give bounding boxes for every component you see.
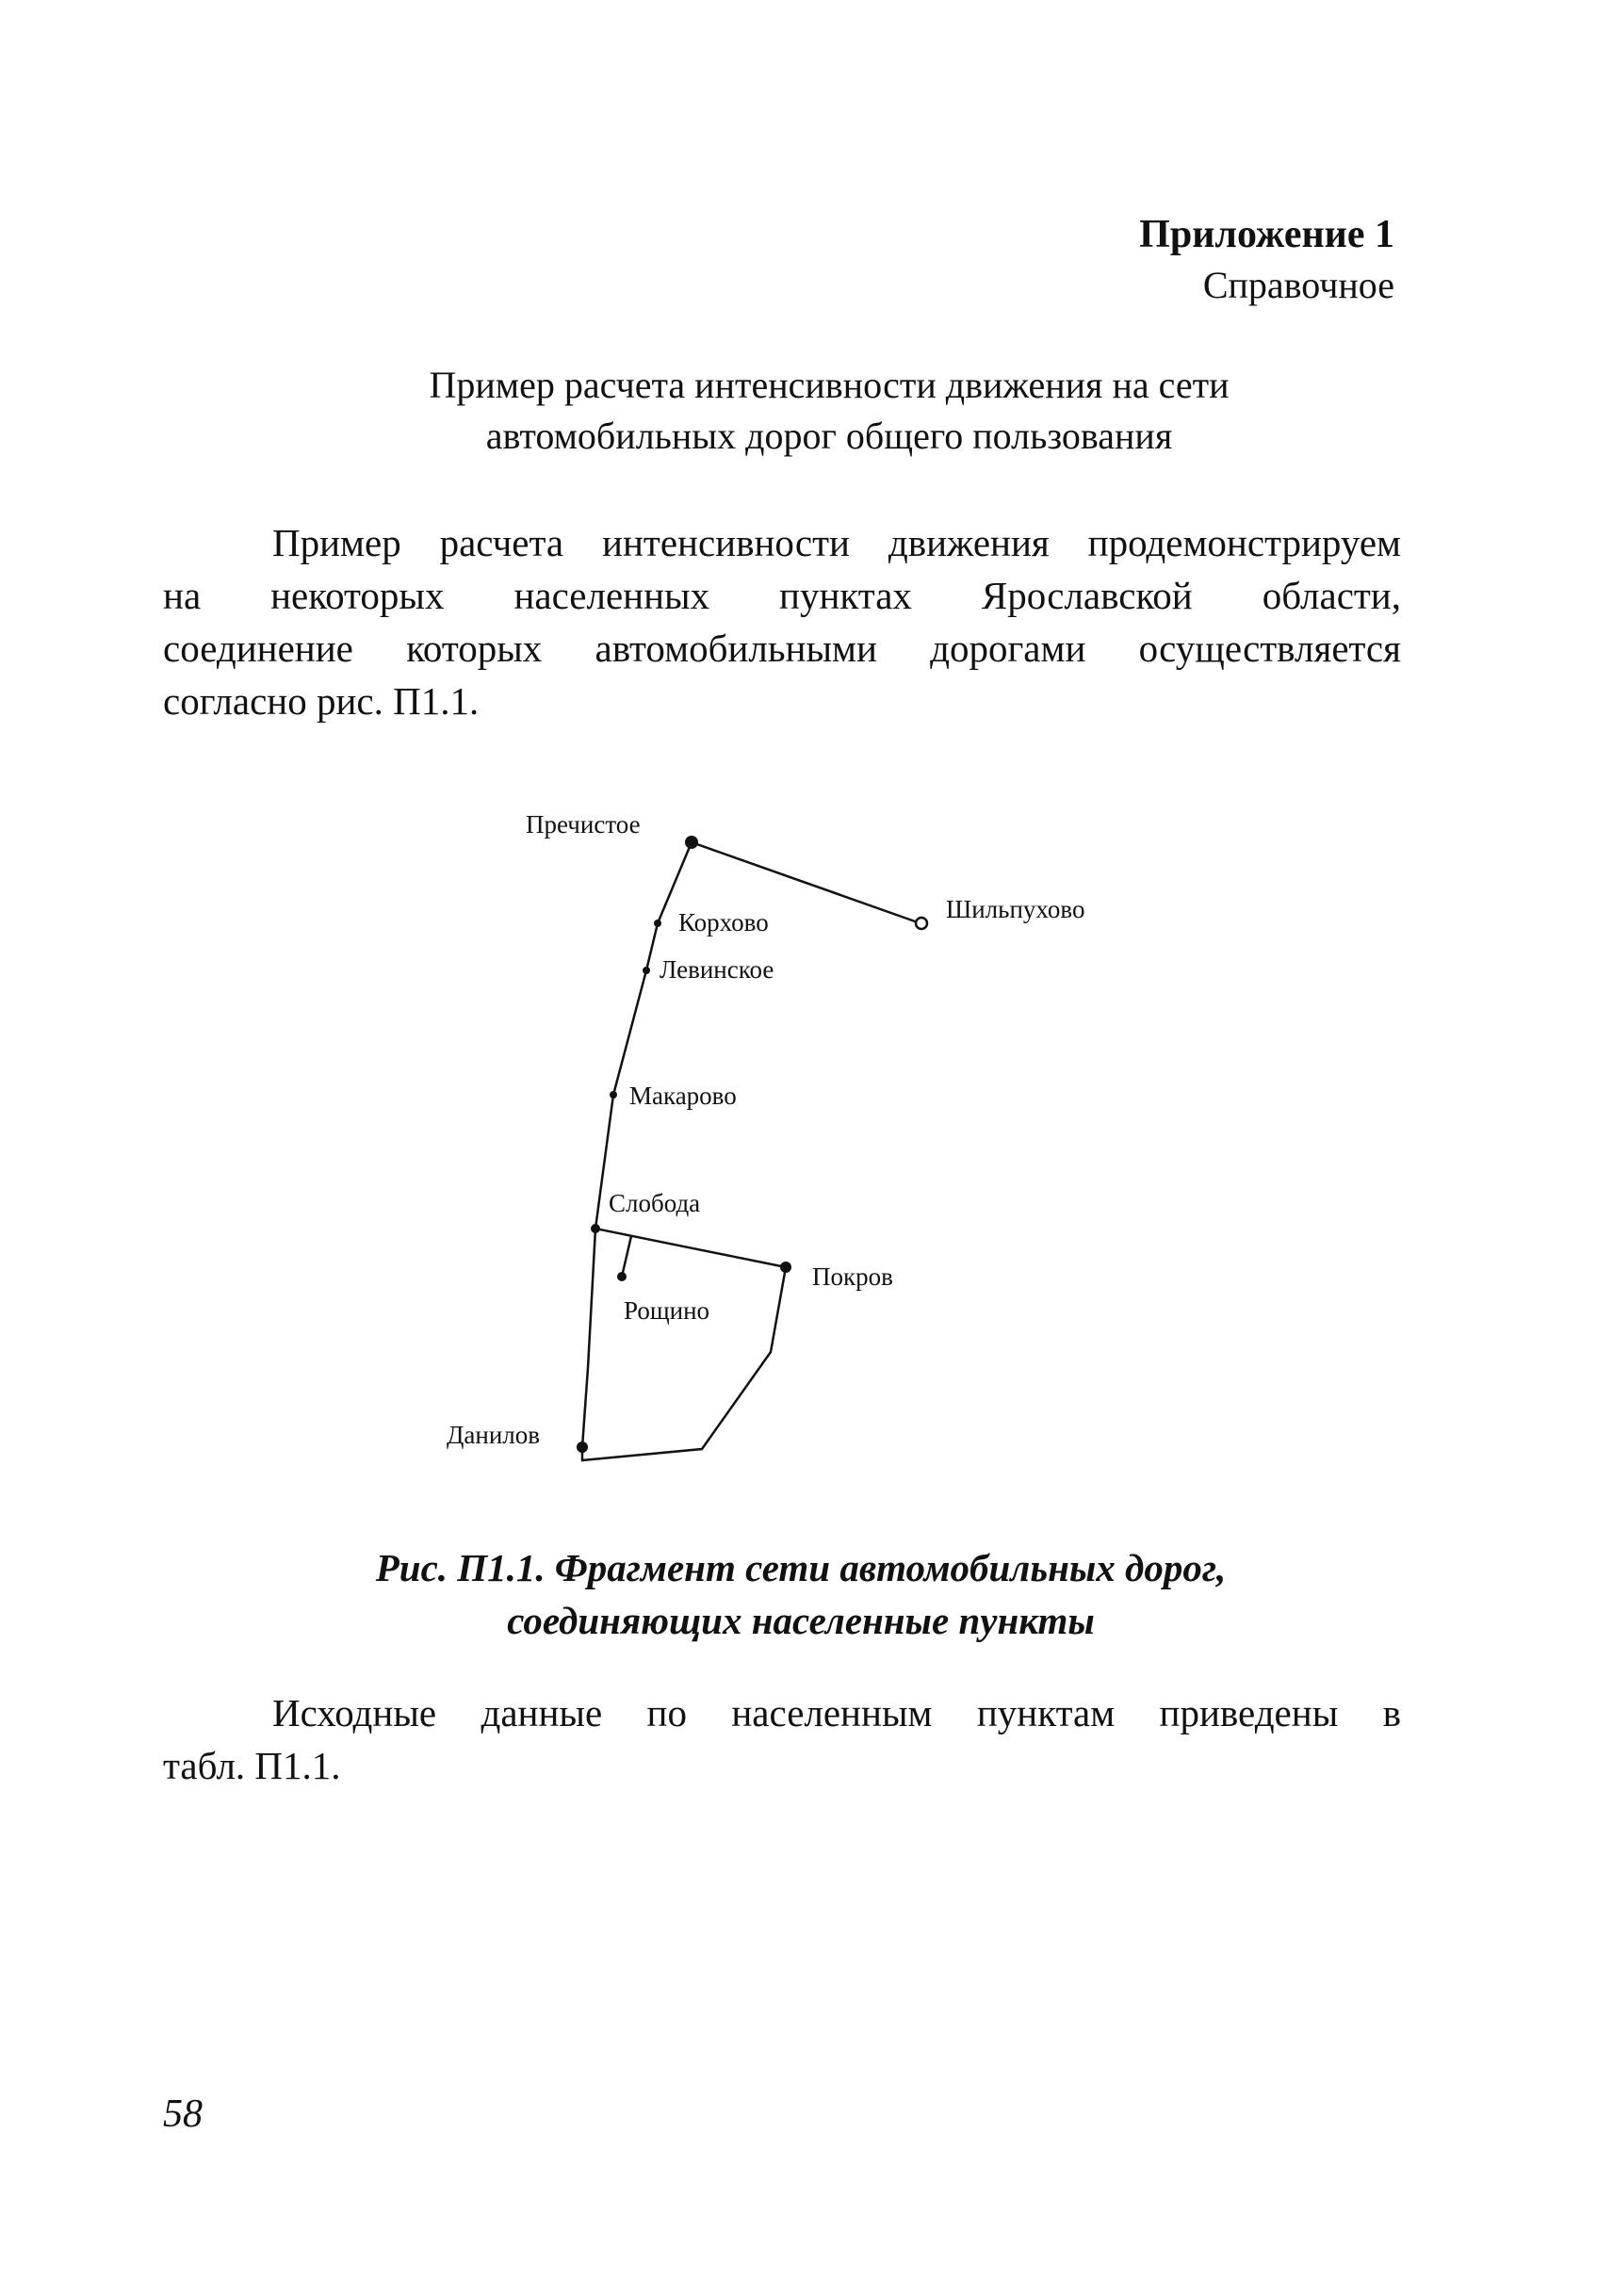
road-sloboda-danilov (582, 1229, 595, 1447)
node-levinskoe (643, 967, 650, 974)
node-makarovo (610, 1091, 617, 1099)
label-roshchino: Рощино (624, 1296, 710, 1325)
appendix-subtitle: Справочное (1202, 264, 1394, 306)
road-sloboda-roshchino (622, 1236, 631, 1277)
node-roshchino (617, 1272, 627, 1281)
figure-caption (254, 1541, 1347, 1647)
page-number: 58 (163, 2092, 203, 2136)
label-sloboda: Слобода (609, 1189, 701, 1217)
label-danilov: Данилов (447, 1421, 541, 1449)
paragraph-line: Пример расчета интенсивности движения продемонстрируем (272, 521, 1401, 564)
paragraph-line: согласно рис. П1.1. (163, 679, 480, 723)
paragraph-line: Исходные данные по населенным пунктам приведены в (272, 1691, 1401, 1734)
label-levinskoe: Левинское (660, 955, 774, 984)
node-shilpukhovo (916, 918, 927, 929)
paragraph-line: соединение которых автомобильными дорогами осуществляется (163, 627, 1401, 670)
label-korkhovo: Корхово (678, 908, 769, 936)
heading-line-2: автомобильных дорог общего пользования (485, 415, 1173, 457)
node-danilov (577, 1441, 588, 1453)
node-korkhovo (654, 920, 661, 927)
heading-line-1: Пример расчета интенсивности движения на сети (429, 364, 1230, 406)
data-paragraph (163, 1686, 1401, 1792)
label-shilpukhovo: Шильпухово (946, 895, 1085, 923)
road-prechistoe-sloboda (595, 842, 692, 1229)
caption-line-1: Рис. П1.1. Фрагмент сети автомобильных дорог, (375, 1546, 1227, 1589)
appendix-title: Приложение 1 (1139, 213, 1394, 256)
node-pokrov (780, 1262, 791, 1273)
node-sloboda (591, 1224, 600, 1233)
paragraph-line: табл. П1.1. (163, 1744, 341, 1787)
caption-line-2: соединяющих населенные пункты (507, 1599, 1095, 1642)
label-prechistoe: Пречистое (526, 810, 641, 839)
node-prechistoe (685, 836, 698, 849)
paragraph-line: на некоторых населенных пунктах Ярославской области, (163, 574, 1401, 617)
label-pokrov: Покров (812, 1262, 893, 1291)
label-makarovo: Макарово (629, 1082, 737, 1110)
road-sloboda-pokrov (595, 1229, 786, 1267)
